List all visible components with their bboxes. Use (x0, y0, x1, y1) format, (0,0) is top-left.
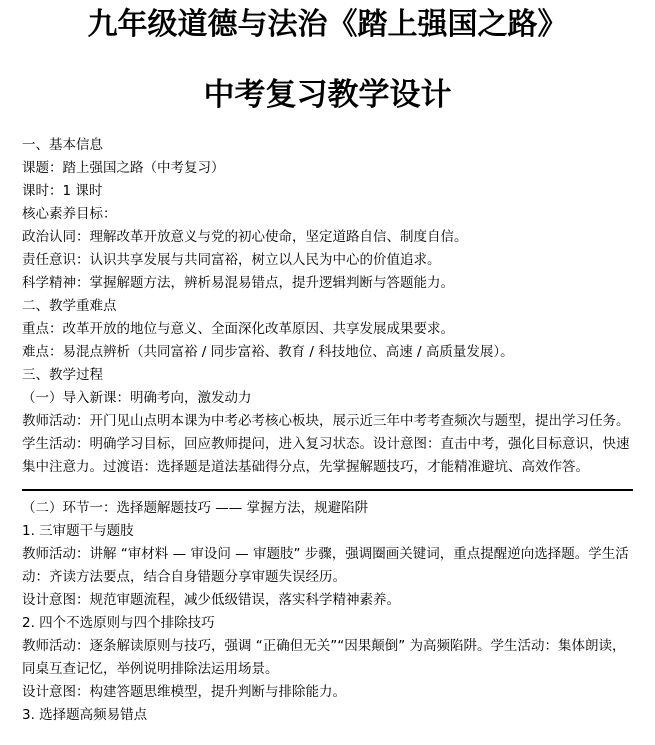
difficult-point-line: 难点：易混点辨析（共同富裕 / 同步富裕、教育 / 科技地位、高速 / 高质量发展）。 (22, 344, 514, 360)
item-title: 1. 三审题干与题肢 (22, 523, 134, 539)
section2-heading: （二）环节一：选择题解题技巧 —— 掌握方法，规避陷阱 (22, 500, 369, 516)
section-two (22, 497, 633, 727)
core-item: 责任意识：认识共享发展与共同富裕，树立以人民为中心的价值追求。 (22, 252, 441, 268)
core-item: 科学精神：掌握解题方法，辨析易混易错点，提升逻辑判断与答题能力。 (22, 275, 454, 291)
intro-heading: （一）导入新课：明确考向，激发动力 (22, 390, 252, 406)
item-title: 3. 选择题高频易错点 (22, 707, 148, 723)
document-title: 九年级道德与法治《踏上强国之路》 (87, 7, 568, 42)
section-heading-basic: 一、基本信息 (22, 137, 103, 153)
section-heading-process: 三、教学过程 (22, 367, 103, 383)
document-subtitle: 中考复习教学设计 (203, 77, 452, 113)
key-point-line: 重点：改革开放的地位与意义、全面深化改革原因、共享发展成果要求。 (22, 321, 454, 337)
section-divider (22, 489, 633, 491)
hours-line: 课时：1 课时 (22, 183, 103, 199)
core-heading: 核心素养目标： (22, 206, 117, 222)
item-paragraph: 教师活动：逐条解读原则与技巧，强调 “正确但无关”“因果颠倒” 为高频陷阱。学生活动：集体朗读，同桌互查记忆，举例说明排除法运用场景。 (22, 638, 626, 677)
item-paragraph: 教师活动：讲解 “审材料 — 审设问 — 审题肢” 步骤，强调圈画关键词，重点提醒逆向选择题。学生活动：齐读方法要点，结合自身错题分享审题失误经历。 (22, 546, 629, 585)
section-heading-key: 二、教学重难点 (22, 298, 117, 314)
section-one (22, 134, 633, 479)
intro-paragraph: 教师活动：开门见山点明本课为中考必考核心板块，展示近三年中考考查频次与题型，提出学习任务。学生活动：明确学习目标，回应教师提问，进入复习状态。设计意图：直击中考，强化目标意识，快速集中注意力。过渡语：选择题是道法基础得分点，先掌握解题技巧，才能精准避坑、高效作答。 (22, 413, 630, 475)
core-item: 政治认同：理解改革开放意义与党的初心使命，坚定道路自信、制度自信。 (22, 229, 468, 245)
item-intent: 设计意图：规范审题流程，减少低级错误，落实科学精神素养。 (22, 592, 400, 608)
item-title: 2. 四个不选原则与四个排除技巧 (22, 615, 215, 631)
item-intent: 设计意图：构建答题思维模型，提升判断与排除能力。 (22, 684, 346, 700)
topic-line: 课题：踏上强国之路（中考复习） (22, 160, 225, 176)
